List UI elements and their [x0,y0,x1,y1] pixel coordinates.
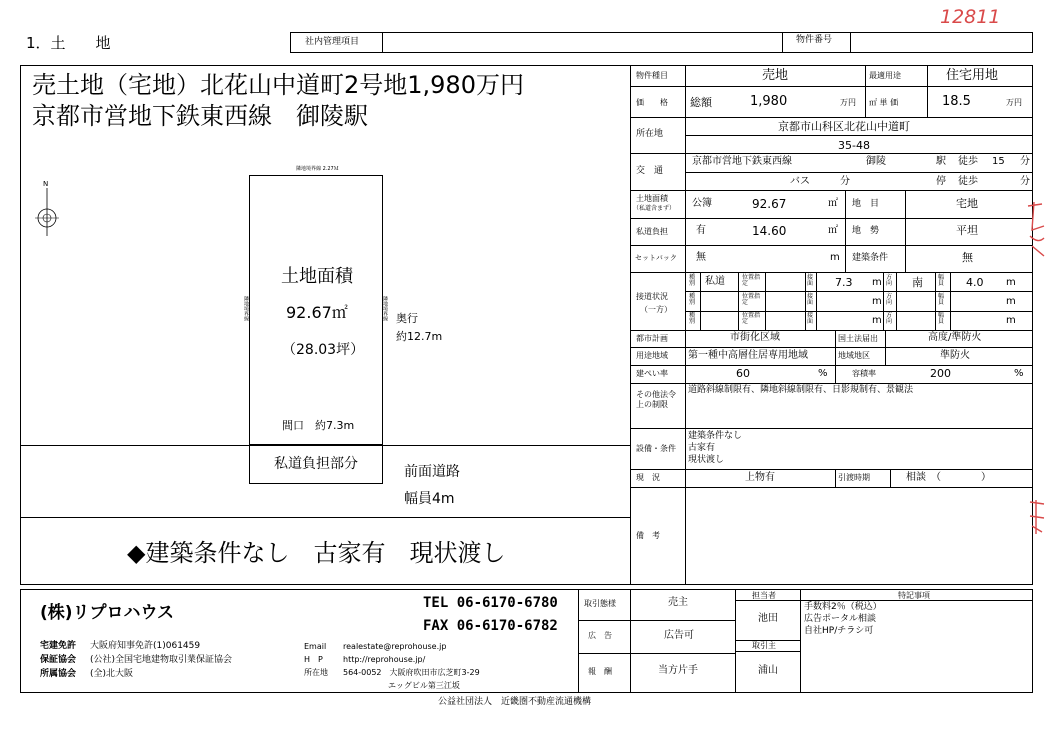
direction-label-2: 方向 [886,293,893,306]
license-label: 宅建免許 [40,641,77,651]
company-tel: TEL 06-6170-6780 [423,595,558,611]
bcr-value: 60 [736,367,750,380]
land-area-sub: （私道含まず） [633,205,676,212]
company-name: (株)リプロハウス [40,603,175,623]
current-value: 上物有 [745,472,775,483]
ad-value: 広告可 [664,630,694,641]
address-label: 所在地 [304,668,328,677]
transport-station: 御陵 [866,156,886,167]
internal-mgmt-box [290,32,1033,53]
bus-minute-label: 分 [840,176,850,187]
kind-label-2: 種別 [689,293,696,306]
type-label: 物件種目 [636,71,668,80]
far-value: 200 [930,367,951,380]
width-label-3: 幅員 [938,312,945,325]
front-road-label: 前面道路 [404,464,460,480]
minute-label-1: 分 [1020,156,1030,167]
land-area-value: 92.67㎡ [286,303,348,322]
land-notice-label: 国土法届出 [838,334,878,343]
unit-price-unit: 万円 [1006,98,1022,107]
notes-line-1: 手数料2％（税込） [804,602,882,612]
kind-label-1: 種別 [689,274,696,287]
hp-value[interactable]: http://reprohouse.jp/ [343,655,426,664]
plot-right-edge-label: 隣地境界線 [382,296,388,321]
email-value[interactable]: realestate@reprohouse.jp [343,642,447,651]
fee-value: 当方片手 [658,665,698,676]
staff-label: 担当者 [752,591,776,600]
license-value: 大阪府知事免許(1)061459 [90,641,201,651]
walk-label-2: 徒歩 [958,176,978,187]
property-no-label: 物件番号 [796,35,833,45]
headline-line1: 売土地（宅地）北花山中道町2号地1,980万円 [32,71,524,99]
road-kind-value: 私道 [705,276,725,287]
width-unit-3: m [1006,315,1016,326]
price-total-value: 1,980 [750,94,788,109]
ad-label: 広 告 [588,631,612,640]
land-area-title: 土地面積 [281,266,353,287]
unit-price-label: ㎡ 単 価 [869,98,899,107]
private-burden-label: 私道負担 [636,227,668,236]
other-limits-value: 道路斜線制限有、隣地斜線制限有、日影規制有、景観法 [688,385,914,395]
email-label: Email [304,642,327,651]
designation-label-3: 位置指定 [742,312,761,325]
address-building: エッグビル第三江坂 [388,681,460,690]
frontage-unit-1: m [872,277,882,288]
access-label: 接道状況 [636,292,668,301]
hp-label: H P [304,655,323,664]
deal-mode-value: 売主 [668,597,688,608]
station-label: 駅 [936,156,946,167]
private-burden-flag: 有 [696,225,706,236]
facilities-value-1: 建築条件なし [688,431,743,441]
far-label: 容積率 [852,369,876,378]
notes-line-3: 自社HP/チラシ可 [804,626,874,636]
assoc-label: 所属協会 [40,669,77,679]
far-percent: % [1014,368,1024,379]
front-road-width: 幅員4m [404,491,455,507]
land-area-spec-value: 92.67 [752,197,787,211]
other-limits-label: その他法令上の制限 [636,390,676,409]
frontage-unit-3: m [872,315,882,326]
land-area-label: 土地面積 [636,194,668,203]
compass-icon [30,178,66,238]
registry-label: 公簿 [692,198,712,209]
staff-value: 池田 [758,613,778,624]
handover-label: 引渡時期 [838,473,870,482]
build-cond-label: 建築条件 [852,253,889,263]
width-value: 4.0 [966,276,984,289]
city-plan-label: 都市計画 [636,334,668,343]
zoning-value: 第一種中高層住居専用地域 [688,350,808,361]
stop-label: 停 [936,176,946,187]
transport-line: 京都市営地下鉄東西線 [692,156,792,167]
frontage-spec-value: 7.3 [835,276,853,289]
land-category-value: 宅地 [956,197,978,210]
setback-value: 無 [696,252,706,263]
best-use-value: 住宅用地 [946,68,999,83]
handwritten-number: 12811 [940,6,1001,28]
zoning-label: 用途地域 [636,351,668,360]
terrain-value: 平坦 [956,224,978,237]
frontage-label: 間口 約7.3m [282,419,355,432]
land-area-tsubo: （28.03坪） [282,342,365,358]
location-value-1: 京都市山科区北花山中道町 [778,120,910,133]
build-cond-value: 無 [962,251,973,264]
designation-label-1: 位置指定 [742,274,761,287]
notes-line-2: 広告ポータル相談 [804,614,877,624]
company-fax: FAX 06-6170-6782 [423,618,558,634]
width-unit-1: m [1006,277,1016,288]
frontage-spec-label-3: 接面 [807,312,814,325]
width-unit-2: m [1006,296,1016,307]
current-label: 現 況 [636,473,660,482]
assoc-value: (全)北大阪 [90,669,134,679]
city-plan-value: 市街化区域 [730,332,780,343]
fire-zone-value: 高度/準防火 [928,332,982,343]
width-label-1: 幅員 [938,274,945,287]
bus-label: バス [790,176,810,187]
price-total-label: 総額 [690,96,712,109]
frontage-spec-label-1: 接面 [807,274,814,287]
access-sub: （一方） [640,305,672,314]
plot-left-edge-label: 隣地境界線 [243,296,249,321]
agent-value: 浦山 [758,665,778,676]
price-unit: 万円 [840,98,856,107]
direction-value: 南 [912,276,923,289]
section-title: 1．土 地 [26,34,111,52]
facilities-value-2: 古家有 [688,443,716,453]
transport-label: 交 通 [636,166,664,176]
kind-label-3: 種別 [689,312,696,325]
facilities-value-3: 現状渡し [688,455,725,465]
designation-label-2: 位置指定 [742,293,761,306]
handwritten-mark [1024,200,1048,260]
frontage-spec-label-2: 接面 [807,293,814,306]
setback-label: セットバック [635,254,677,262]
land-area-unit: ㎡ [828,198,838,209]
minute-label-2: 分 [1020,176,1030,187]
depth-label: 奥行 約12.7m [396,312,443,343]
land-category-label: 地 目 [852,199,880,209]
footer-org: 公益社団法人 近畿圏不動産流通機構 [438,697,592,707]
best-use-label: 最適用途 [869,71,901,80]
tagline: ◆建築条件なし 古家有 現状渡し [127,539,506,567]
walk-minutes: 15 [992,156,1005,167]
address-value: 564-0052 大阪府吹田市広芝町3-29 [343,668,480,677]
district-label: 地域地区 [838,351,870,360]
location-label: 所在地 [636,129,664,139]
private-burden-value: 14.60 [752,224,787,238]
walk-label-1: 徒歩 [958,156,978,167]
setback-unit: m [830,252,840,263]
district-value: 準防火 [940,350,970,361]
frontage-unit-2: m [872,296,882,307]
width-label-2: 幅員 [938,293,945,306]
handwritten-mark-2 [1026,498,1048,538]
bcr-percent: % [818,368,828,379]
unit-price-value: 18.5 [942,94,971,109]
direction-label-1: 方向 [886,274,893,287]
internal-mgmt-label: 社内管理項目 [305,37,360,47]
type-value: 売地 [762,68,789,83]
agent-label: 取引主 [752,641,776,650]
deal-mode-label: 取引態様 [584,599,616,608]
guarantee-value: (公社)全国宅地建物取引業保証協会 [90,655,233,665]
facilities-label: 設備・条件 [636,444,676,453]
terrain-label: 地 勢 [852,226,880,236]
plot-top-edge-label: 隣地境界線 2.27Ｍ [296,166,339,172]
remarks-label: 備 考 [636,531,660,540]
price-label: 価 格 [636,98,668,107]
private-road-label: 私道負担部分 [274,456,358,472]
bcr-label: 建ぺい率 [636,369,668,378]
guarantee-label: 保証協会 [40,655,77,665]
direction-label-3: 方向 [886,312,893,325]
location-value-2: 35-48 [838,139,870,152]
headline-line2: 京都市営地下鉄東西線 御陵駅 [32,102,368,130]
private-burden-unit: ㎡ [828,225,838,236]
road-line-bottom [20,517,630,518]
svg-text:N: N [43,180,49,188]
notes-label: 特記事項 [898,591,930,600]
handover-value: 相談 （ ） [906,472,991,483]
fee-label: 報 酬 [588,667,612,676]
